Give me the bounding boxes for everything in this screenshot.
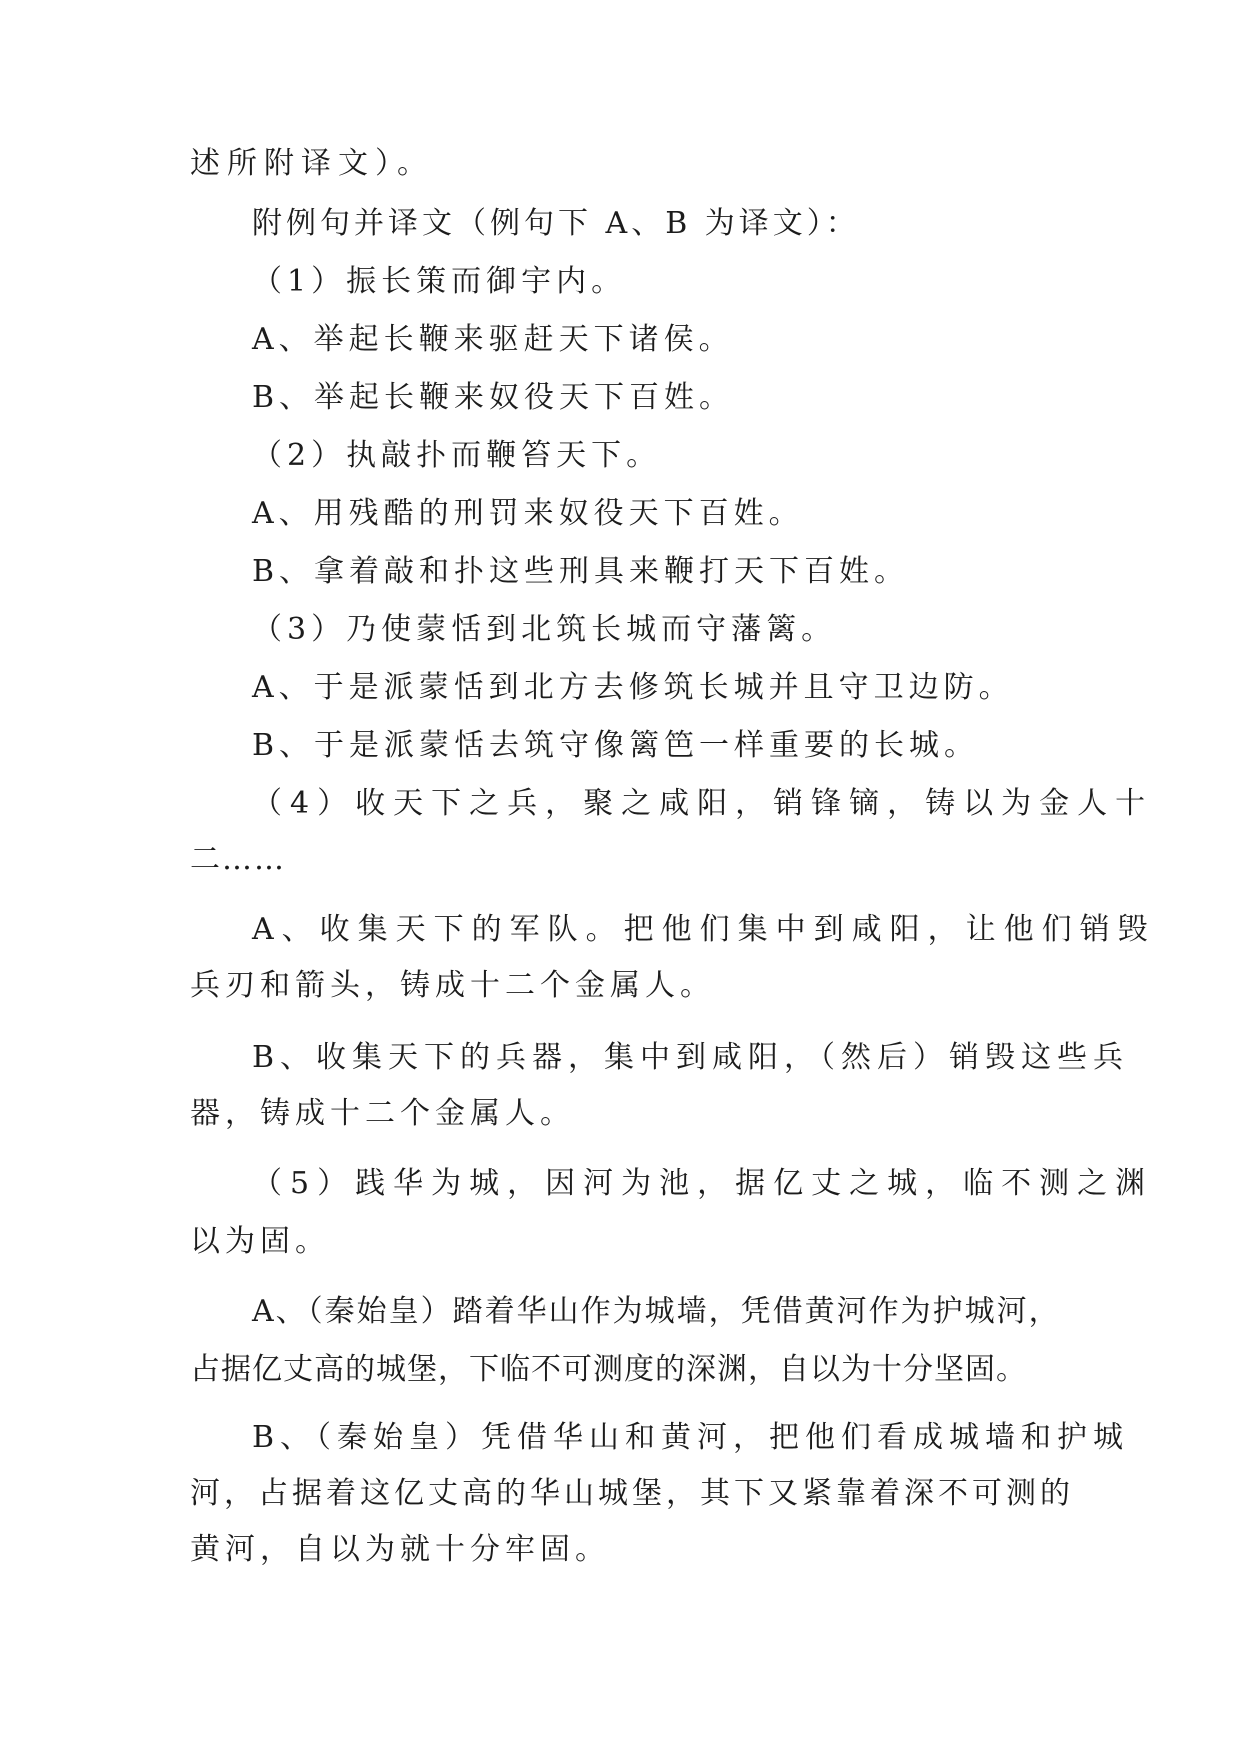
text-line: A、用残酷的刑罚来奴役天下百姓。 — [252, 496, 804, 531]
text-line: （4）收天下之兵，聚之咸阳，销锋镝，铸以为金人十 — [252, 786, 1154, 821]
text-line: （2）执敲扑而鞭笞天下。 — [252, 438, 662, 473]
text-line: 述所附译文）。 — [190, 146, 434, 181]
text-line: B、举起长鞭来奴役天下百姓。 — [252, 380, 735, 415]
text-line: 附例句并译文（例句下 A、B 为译文）： — [252, 206, 860, 241]
text-line: A、收集天下的军队。把他们集中到咸阳，让他们销毁 — [252, 912, 1156, 947]
text-line: （1）振长策而御宇内。 — [252, 264, 627, 299]
text-line: B、（秦始皇）凭借华山和黄河，把他们看成城墙和护城 — [252, 1420, 1130, 1455]
text-line: B、拿着敲和扑这些刑具来鞭打天下百姓。 — [252, 554, 910, 589]
text-line: 占据亿丈高的城堡，下临不可测度的深渊，自以为十分坚固。 — [190, 1352, 1027, 1387]
text-line: 兵刃和箭头，铸成十二个金属人。 — [190, 968, 715, 1003]
text-line: A、于是派蒙恬到北方去修筑长城并且守卫边防。 — [252, 670, 1014, 705]
text-line: 河，占据着这亿丈高的华山城堡，其下又紧靠着深不可测的 — [190, 1476, 1074, 1511]
text-line: A、举起长鞭来驱赶天下诸侯。 — [252, 322, 734, 357]
text-line: B、于是派蒙恬去筑守像篱笆一样重要的长城。 — [252, 728, 980, 763]
text-line: 二…… — [190, 842, 286, 877]
text-line: （5）践华为城，因河为池，据亿丈之城，临不测之渊 — [252, 1166, 1154, 1201]
text-line: B、收集天下的兵器，集中到咸阳，（然后）销毁这些兵 — [252, 1040, 1130, 1075]
text-line: 器，铸成十二个金属人。 — [190, 1096, 575, 1131]
text-line: 黄河，自以为就十分牢固。 — [190, 1532, 610, 1567]
text-line: （3）乃使蒙恬到北筑长城而守藩篱。 — [252, 612, 837, 647]
text-line: A、（秦始皇）踏着华山作为城墙，凭借黄河作为护城河， — [252, 1294, 1061, 1329]
text-line: 以为固。 — [190, 1224, 330, 1259]
